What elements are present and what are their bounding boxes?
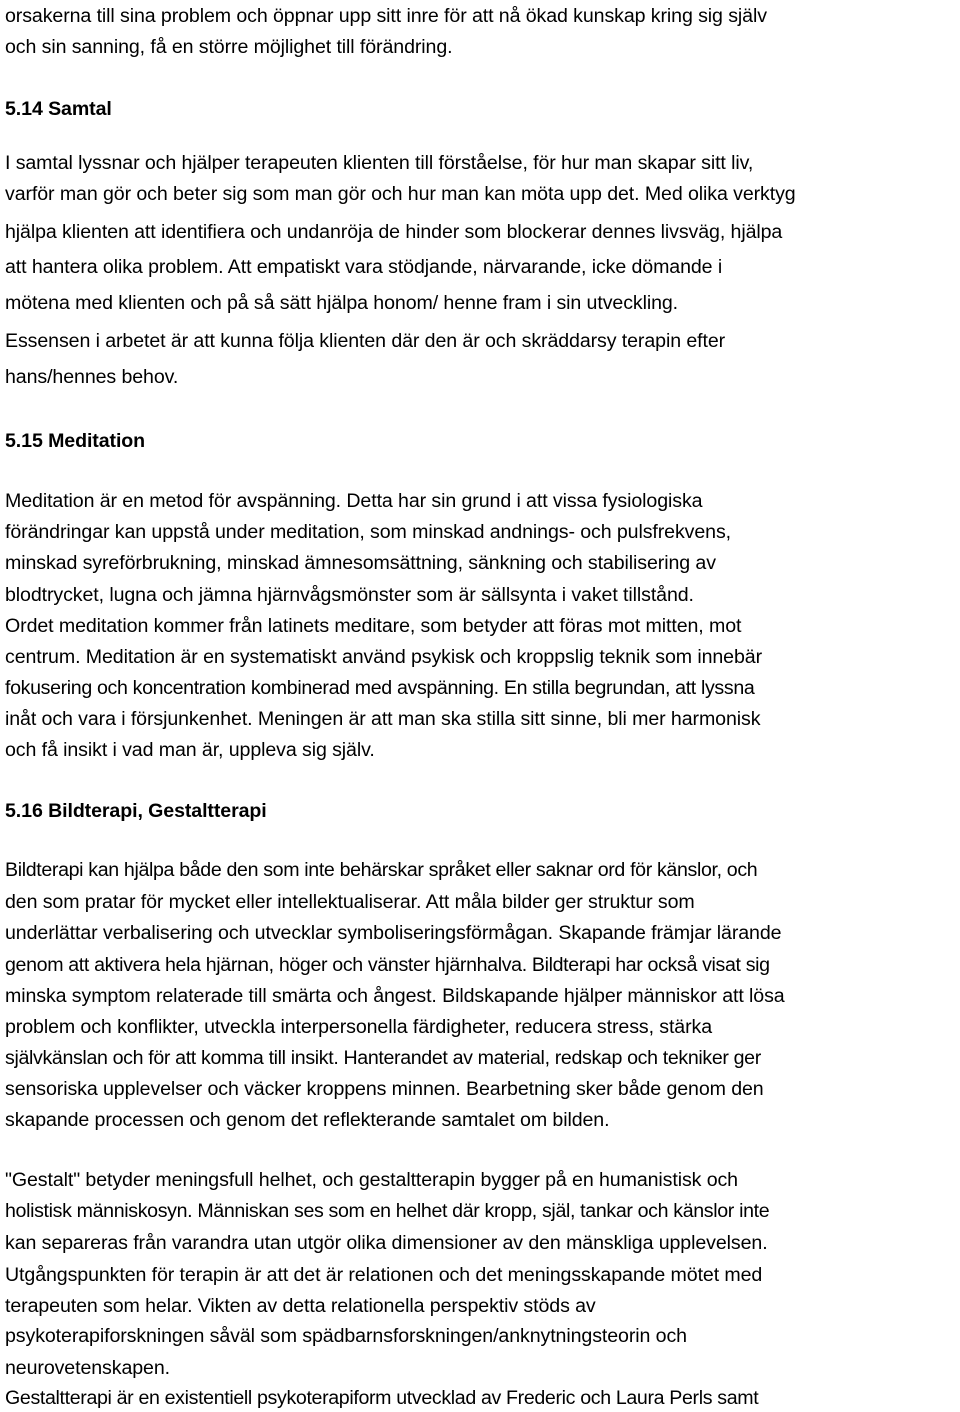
section-5-14-line-7: hans/hennes behov.	[5, 366, 179, 388]
section-5-15-line-3: minskad syreförbrukning, minskad ämnesomsättning, sänkning och stabilisering av	[5, 552, 716, 574]
section-5-16-p2-line-7: neurovetenskapen.	[5, 1357, 170, 1379]
section-5-16-p2-line-1: "Gestalt" betyder meningsfull helhet, och gestaltterapin bygger på en humanistisk och	[5, 1169, 738, 1191]
section-5-16-p2-line-5: terapeuten som helar. Vikten av detta relationella perspektiv stöds av	[5, 1295, 596, 1317]
section-5-16-p1-line-9: skapande processen och genom det reflekterande samtalet om bilden.	[5, 1109, 610, 1131]
section-5-16-p2-line-2: holistisk människosyn. Människan ses som en helhet där kropp, själ, tankar och känslor inte	[5, 1200, 770, 1222]
section-5-14-line-6: Essensen i arbetet är att kunna följa klienten där den är och skräddarsy terapin efter	[5, 330, 726, 352]
section-5-16-p1-line-3: underlättar verbalisering och utvecklar symboliseringsförmågan. Skapande främjar lärande	[5, 922, 782, 944]
section-5-16-p1-line-4: genom att aktivera hela hjärnan, höger och vänster hjärnhalva. Bildterapi har också visat sig	[5, 954, 770, 976]
section-5-16-p2-line-3: kan separeras från varandra utan utgör olika dimensioner av den mänskliga upplevelsen.	[5, 1232, 768, 1254]
section-5-16-p2-line-8: Gestaltterapi är en existentiell psykoterapiform utvecklad av Frederic och Laura Perls samt	[5, 1387, 759, 1409]
section-5-14-line-1: I samtal lyssnar och hjälper terapeuten klienten till förståelse, för hur man skapar sitt liv,	[5, 152, 754, 174]
section-5-15-line-6: centrum. Meditation är en systematiskt använd psykisk och kroppslig teknik som innebär	[5, 646, 762, 668]
section-5-15-line-7: fokusering och koncentration kombinerad med avspänning. En stilla begrundan, att lyssna	[5, 677, 755, 699]
section-5-14-heading: 5.14 Samtal	[5, 98, 112, 120]
section-5-16-p1-line-7: självkänslan och för att komma till insikt. Hanterandet av material, redskap och tekniker ger	[5, 1047, 761, 1069]
section-5-15-heading: 5.15 Meditation	[5, 430, 146, 452]
section-5-16-p2-line-6: psykoterapiforskningen såväl som spädbarnsforskningen/anknytningsteorin och	[5, 1325, 687, 1347]
section-5-15-line-4: blodtrycket, lugna och jämna hjärnvågsmönster som är sällsynta i vaket tillstånd.	[5, 584, 694, 606]
section-5-16-p1-line-1: Bildterapi kan hjälpa både den som inte behärskar språket eller saknar ord för känslor, och	[5, 859, 758, 881]
intro-line-1: orsakerna till sina problem och öppnar upp sitt inre för att nå ökad kunskap kring sig själv	[5, 5, 767, 27]
section-5-14-line-5: mötena med klienten och på så sätt hjälpa honom/ henne fram i sin utveckling.	[5, 292, 679, 314]
intro-line-2: och sin sanning, få en större möjlighet till förändring.	[5, 36, 453, 58]
section-5-15-line-2: förändringar kan uppstå under meditation, som minskad andnings- och pulsfrekvens,	[5, 521, 731, 543]
section-5-15-line-5: Ordet meditation kommer från latinets meditare, som betyder att föras mot mitten, mot	[5, 615, 742, 637]
section-5-15-line-9: och få insikt i vad man är, uppleva sig själv.	[5, 739, 375, 761]
section-5-14-line-4: att hantera olika problem. Att empatiskt vara stödjande, närvarande, icke dömande i	[5, 256, 723, 278]
section-5-16-p1-line-6: problem och konflikter, utveckla interpersonella färdigheter, reducera stress, stärka	[5, 1016, 713, 1038]
section-5-15-line-1: Meditation är en metod för avspänning. Detta har sin grund i att vissa fysiologiska	[5, 490, 703, 512]
section-5-14-line-3: hjälpa klienten att identifiera och undanröja de hinder som blockerar dennes livsväg, hjälpa	[5, 221, 783, 243]
section-5-14-line-2: varför man gör och beter sig som man gör och hur man kan möta upp det. Med olika verktyg	[5, 183, 796, 205]
section-5-16-p1-line-8: sensoriska upplevelser och väcker kroppens minnen. Bearbetning sker både genom den	[5, 1078, 764, 1100]
section-5-16-p2-line-4: Utgångspunkten för terapin är att det är relationen och det meningsskapande mötet med	[5, 1264, 763, 1286]
section-5-16-heading: 5.16 Bildterapi, Gestaltterapi	[5, 800, 267, 822]
section-5-15-line-8: inåt och vara i försjunkenhet. Meningen är att man ska stilla sitt sinne, bli mer harmonisk	[5, 708, 761, 730]
section-5-16-p1-line-2: den som pratar för mycket eller intellektualiserar. Att måla bilder ger struktur som	[5, 891, 695, 913]
section-5-16-p1-line-5: minska symptom relaterade till smärta och ångest. Bildskapande hjälper människor att lösa	[5, 985, 785, 1007]
